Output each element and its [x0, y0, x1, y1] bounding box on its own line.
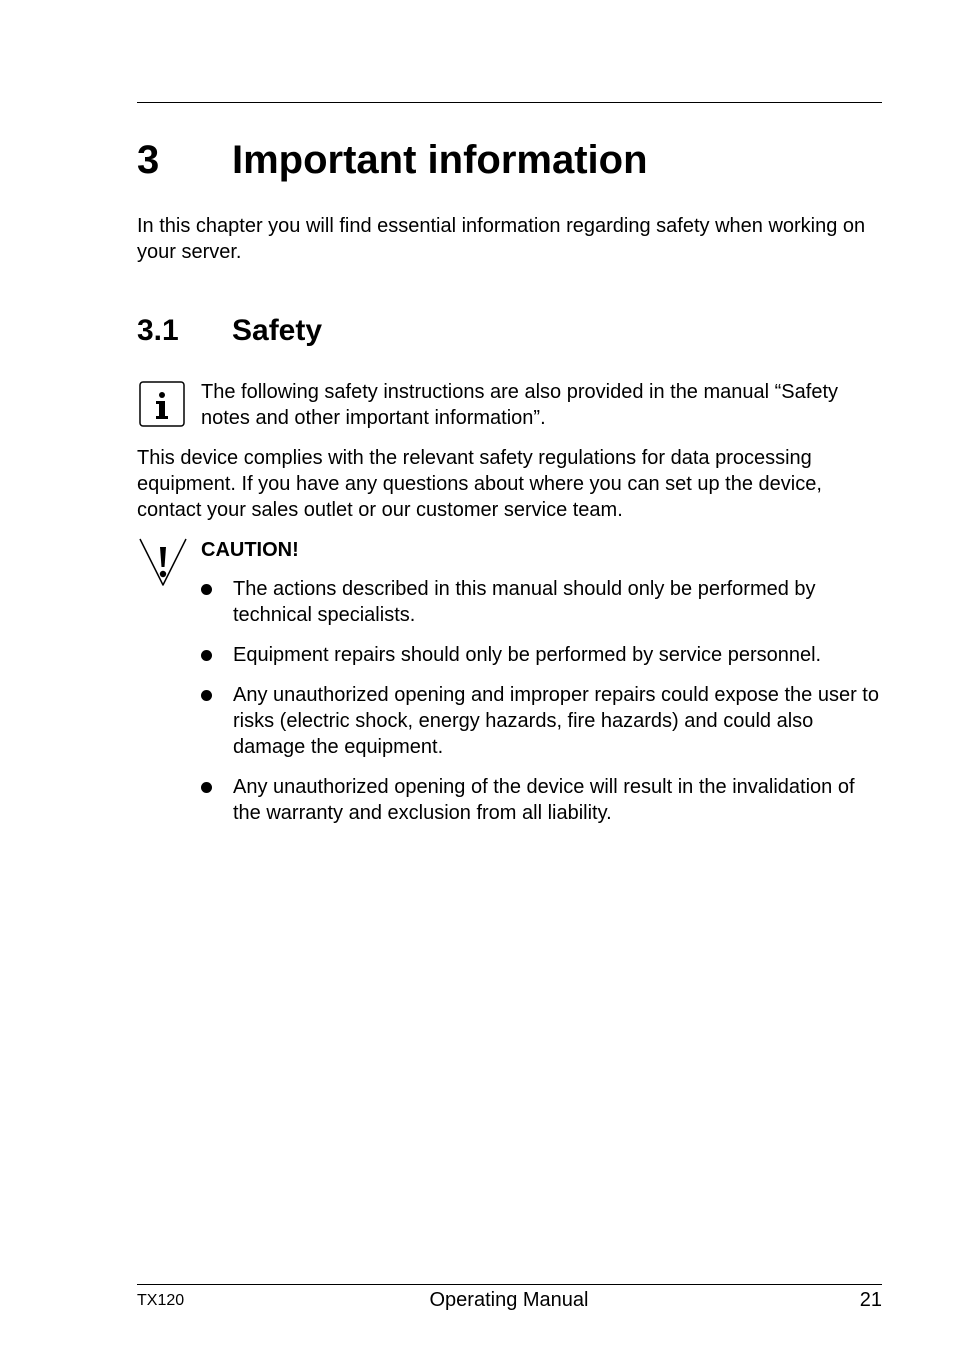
caution-heading: CAUTION! — [201, 539, 299, 561]
footer-rule — [137, 1284, 882, 1285]
compliance-paragraph: This device complies with the relevant safety regulations for data processing equipment. If you have any questions about where you can set up the device, contact your sales outlet or our customer service team. — [137, 447, 822, 521]
chapter-number: 3 — [137, 138, 160, 182]
list-item — [201, 642, 886, 668]
bullet-icon — [201, 584, 212, 595]
list-item-text: Any unauthorized opening and improper repairs could expose the user to risks (electric shock, energy hazards, fire hazards) and could also damage the equipment. — [233, 684, 879, 758]
bullet-icon — [201, 690, 212, 701]
section-title: Safety — [232, 314, 323, 347]
header-rule — [137, 102, 882, 103]
footer-manual-title: Operating Manual — [429, 1289, 589, 1311]
list-item-text: Any unauthorized opening of the device will result in the invalidation of the warranty and exclusion from all liability. — [233, 776, 855, 824]
page-number: 21 — [859, 1289, 882, 1311]
intro-paragraph: In this chapter you will find essential information regarding safety when working on your server. — [137, 215, 866, 263]
list-item — [201, 576, 886, 628]
list-item — [201, 774, 886, 826]
info-icon — [139, 381, 185, 427]
list-item — [201, 682, 886, 760]
chapter-title: Important information — [232, 138, 648, 182]
warning-icon — [137, 537, 189, 589]
caution-list — [201, 576, 886, 840]
list-item-text: Equipment repairs should only be performed by service personnel. — [233, 644, 822, 666]
list-item-text: The actions described in this manual should only be performed by technical specialists. — [233, 578, 816, 626]
section-number: 3.1 — [137, 314, 179, 347]
bullet-icon — [201, 782, 212, 793]
bullet-icon — [201, 650, 212, 661]
footer-model: TX120 — [137, 1292, 185, 1309]
info-note-text: The following safety instructions are also provided in the manual “Safety notes and other important information”. — [201, 381, 839, 429]
